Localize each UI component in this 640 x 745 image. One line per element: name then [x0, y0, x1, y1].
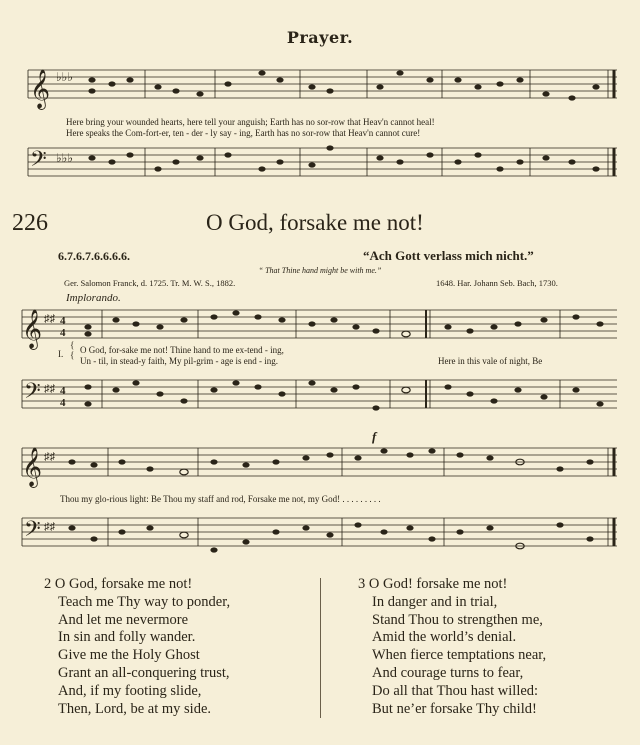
- prayer-title: Prayer.: [286, 28, 354, 47]
- forte-mark: f: [372, 429, 377, 444]
- svg-text:♭♭♭: ♭♭♭: [56, 70, 73, 84]
- stanza-line: Give me the Holy Ghost: [58, 647, 200, 664]
- svg-text:♯♯: ♯♯: [44, 451, 55, 463]
- svg-text:4: 4: [60, 397, 66, 409]
- stanza-line: Then, Lord, be at my side.: [58, 700, 212, 717]
- stanza-line: Do all that Thou hast willed:: [372, 682, 539, 699]
- svg-text:𝄞: 𝄞: [22, 449, 43, 486]
- system2-bass-staff: [0, 506, 640, 566]
- verse-number: I.: [58, 349, 64, 359]
- system1-lyrics-line-1: O God, for-sake me not! Thine hand to me ex-tend - ing,: [80, 345, 284, 355]
- music-credit: 1648. Har. Johann Seb. Bach, 1730.: [436, 278, 558, 288]
- svg-text:4: 4: [60, 327, 66, 339]
- svg-text:𝄢: 𝄢: [24, 379, 41, 408]
- stanza-line: Grant an all-conquering trust,: [58, 664, 230, 681]
- prayer-treble-staff: [0, 58, 640, 118]
- svg-text:♭♭♭: ♭♭♭: [56, 151, 73, 165]
- hymn-title: O God, forsake me not!: [206, 210, 424, 235]
- tune-name: “Ach Gott verlass mich nicht.”: [363, 248, 534, 263]
- system1-treble-staff: [0, 300, 640, 350]
- system2-lyrics: Thou my glo-rious light: Be Thou my staff and rod, Forsake me not, my God! . . . . . . . . .: [60, 494, 381, 504]
- stanza-line: Teach me Thy way to ponder,: [58, 593, 231, 610]
- prayer-bass-staff: [0, 140, 640, 190]
- svg-text:4: 4: [60, 315, 66, 327]
- stanza-line: In sin and folly wander.: [58, 629, 196, 646]
- stanza-line: And courage turns to fear,: [372, 664, 524, 681]
- stanza-line: And, if my footing slide,: [58, 682, 202, 699]
- svg-text:𝄞: 𝄞: [22, 311, 43, 348]
- stanza-line: Amid the world’s denial.: [372, 629, 517, 646]
- stanza-number: 3: [358, 576, 366, 592]
- svg-text:♯♯: ♯♯: [44, 521, 55, 533]
- stanza-2: [44, 576, 230, 718]
- system1-lyrics-line-2: Un - til, in stead-y faith, My pil-grim - age is end - ing.: [80, 356, 278, 366]
- stanza-divider: [320, 578, 321, 718]
- svg-text:♯♯: ♯♯: [44, 313, 55, 325]
- epigraph: “ That Thine hand might be with me.”: [258, 266, 382, 275]
- stanza-line: Stand Thou to strengthen me,: [372, 611, 543, 628]
- hymn-number: 226: [12, 210, 48, 236]
- expression-mark: Implorando.: [66, 292, 121, 304]
- prayer-lyrics-line-2: Here speaks the Com-fort-er, ten - der - ly say - ing, Earth has no sor-row that Heav'n cannot cure!: [66, 128, 421, 138]
- stanza-number: 2: [44, 576, 52, 592]
- system2-treble-staff: [0, 438, 640, 488]
- stanza-line: 2 O God, forsake me not!: [44, 576, 193, 592]
- svg-text:𝄢: 𝄢: [30, 147, 47, 176]
- stanza-line: And let me nevermore: [58, 611, 189, 628]
- prayer-lyrics-line-1: Here bring your wounded hearts, here tell your anguish; Earth has no sor-row that Heav'n cannot heal!: [66, 117, 435, 127]
- svg-text:4: 4: [60, 385, 66, 397]
- svg-text:𝄢: 𝄢: [24, 517, 41, 546]
- svg-text:♯♯: ♯♯: [44, 383, 55, 395]
- stanza-line: 3 O God! forsake me not!: [358, 576, 508, 592]
- hymn-meter: 6.7.6.7.6.6.6.6.: [58, 249, 130, 263]
- stanza-line: But ne’er forsake Thy child!: [372, 700, 537, 717]
- system1-lyrics-continuation: Here in this vale of night, Be: [438, 356, 543, 366]
- stanza-line: In danger and in trial,: [372, 593, 498, 610]
- system1-bass-staff: [0, 370, 640, 420]
- stanza-line: When fierce temptations near,: [372, 647, 547, 664]
- svg-text:𝄞: 𝄞: [30, 71, 51, 108]
- text-credit: Ger. Salomon Franck, d. 1725. Tr. M. W. S., 1882.: [64, 278, 236, 288]
- verse-brace: { {: [70, 340, 75, 360]
- stanza-3: [358, 576, 546, 718]
